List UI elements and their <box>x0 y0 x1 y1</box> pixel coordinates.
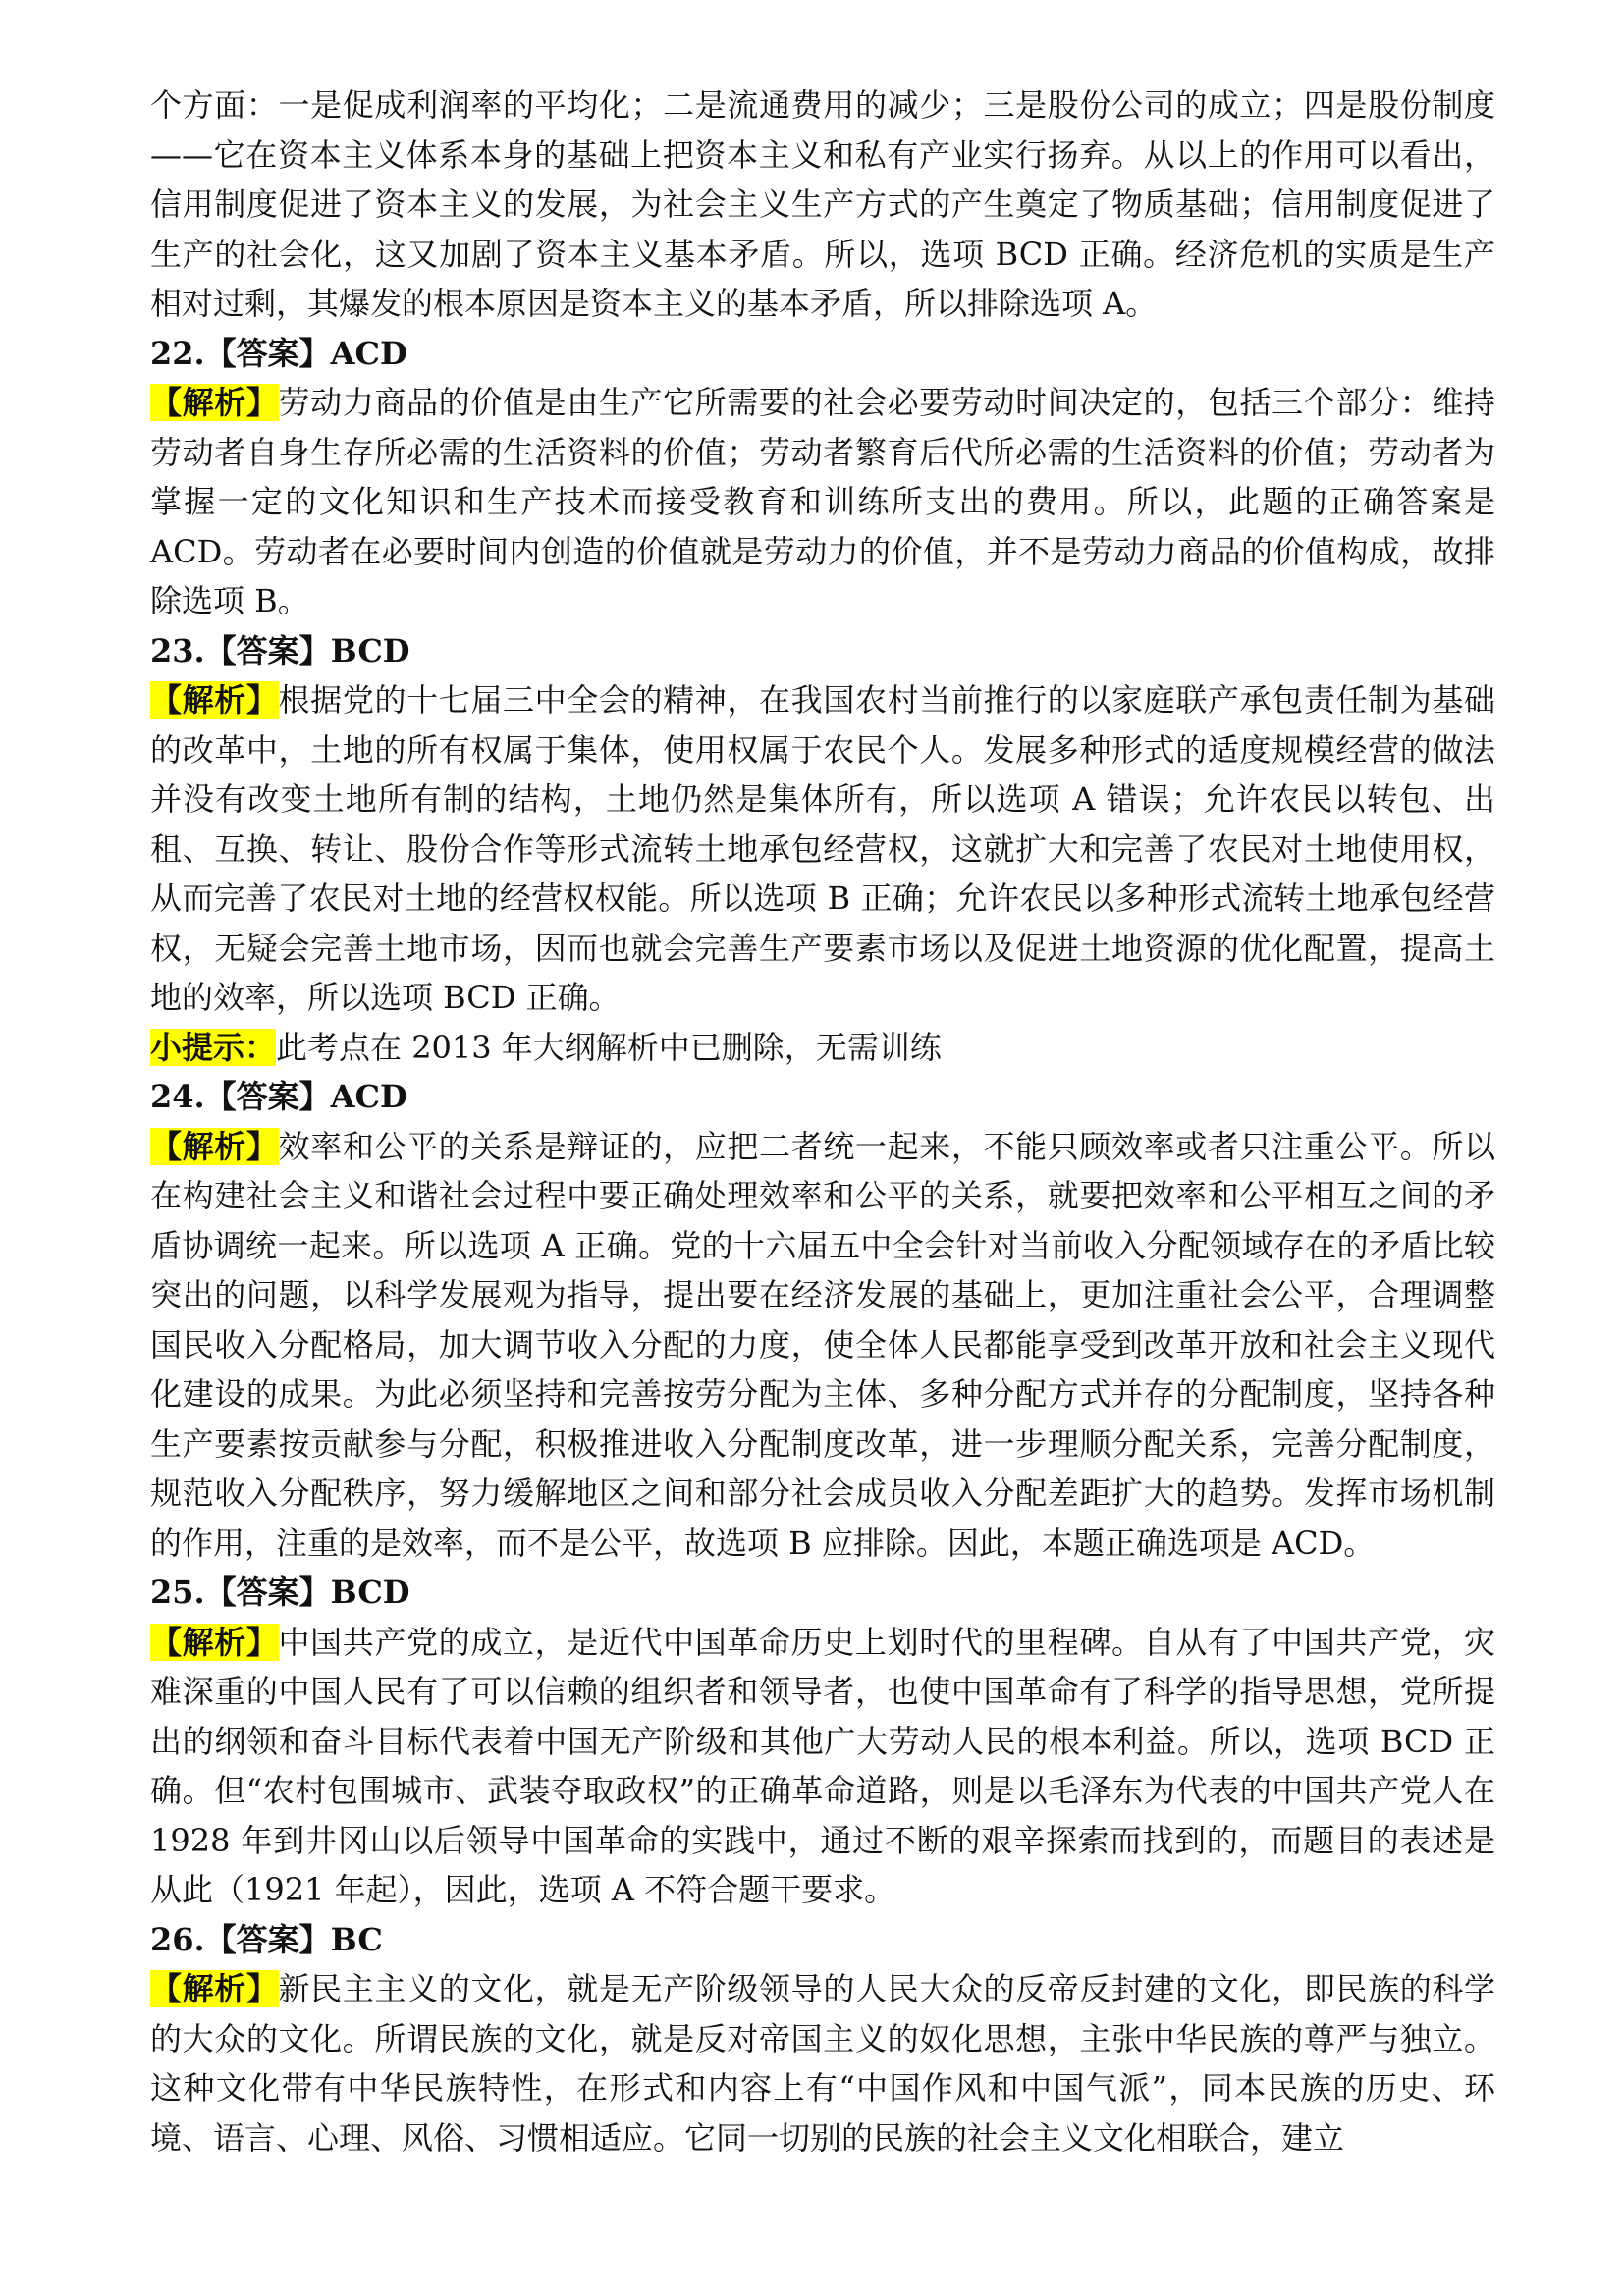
analysis-26 <box>150 1964 1495 2163</box>
analysis-24 <box>150 1122 1495 1569</box>
answer-line-22: 22.【答案】ACD <box>150 334 407 372</box>
answer-line-24: 24.【答案】ACD <box>150 1078 407 1115</box>
analysis-text: 效率和公平的关系是辩证的，应把二者统一起来，不能只顾效率或者只注重公平。所以在构建社会主义和谐社会过程中要正确处理效率和公平的关系，就要把效率和公平相互之间的矛盾协调统一起来。所以选项 A 正确。党的十六届五中全会针对当前收入分配领域存在的矛盾比较突出的问题，以科学发展观为指导，提出要在经济发展的基础上，更加注重社会公平，合理调整国民收入分配格局，加大调节收入分配的力度，使全体人民都能享受到改革开放和社会主义现代化建设的成果。为此必须坚持和完善按劳分配为主体、多种分配方式并存的分配制度，坚持各种生产要素按贡献参与分配，积极推进收入分配制度改革，进一步理顺分配关系，完善分配制度，规范收入分配秩序，努力缓解地区之间和部分社会成员收入分配差距扩大的趋势。发挥市场机制的作用，注重的是效率，而不是公平，故选项 B 应排除。因此，本题正确选项是 ACD。 <box>150 1127 1495 1562</box>
analysis-tag: 【解析】 <box>150 681 279 719</box>
tip-text: 此考点在 2013 年大纲解析中已删除，无需训练 <box>276 1028 942 1066</box>
analysis-tag: 【解析】 <box>150 1970 279 2007</box>
analysis-23 <box>150 675 1495 1023</box>
answer-line-26: 26.【答案】BC <box>150 1920 383 1958</box>
tip-tag: 小提示： <box>150 1028 277 1066</box>
answer-sheet-page <box>150 80 1495 2163</box>
intro-paragraph: 个方面：一是促成利润率的平均化；二是流通费用的减少；三是股份公司的成立；四是股份制度——它在资本主义体系本身的基础上把资本主义和私有产业实行扬弃。从以上的作用可以看出，信用制度促进了资本主义的发展，为社会主义生产方式的产生奠定了物质基础；信用制度促进了生产的社会化，这又加剧了资本主义基本矛盾。所以，选项 BCD 正确。经济危机的实质是生产相对过剩，其爆发的根本原因是资本主义的基本矛盾，所以排除选项 A。 <box>150 86 1495 322</box>
analysis-text: 根据党的十七届三中全会的精神，在我国农村当前推行的以家庭联产承包责任制为基础的改革中，土地的所有权属于集体，使用权属于农民个人。发展多种形式的适度规模经营的做法并没有改变土地所有制的结构，土地仍然是集体所有，所以选项 A 错误；允许农民以转包、出租、互换、转让、股份合作等形式流转土地承包经营权，这就扩大和完善了农民对土地使用权，从而完善了农民对土地的经营权权能。所以选项 B 正确；允许农民以多种形式流转土地承包经营权，无疑会完善土地市场，因而也就会完善生产要素市场以及促进土地资源的优化配置，提高土地的效率，所以选项 BCD 正确。 <box>150 681 1495 1016</box>
analysis-tag: 【解析】 <box>150 1623 279 1661</box>
analysis-text: 劳动力商品的价值是由生产它所需要的社会必要劳动时间决定的，包括三个部分：维持劳动者自身生存所必需的生活资料的价值；劳动者繁育后代所必需的生活资料的价值；劳动者为掌握一定的文化知识和生产技术而接受教育和训练所支出的费用。所以，此题的正确答案是 ACD。劳动者在必要时间内创造的价值就是劳动力的价值，并不是劳动力商品的价值构成，故排除选项 B。 <box>150 384 1495 619</box>
analysis-tag: 【解析】 <box>150 384 279 421</box>
analysis-tag: 【解析】 <box>150 1127 279 1165</box>
analysis-text: 新民主主义的文化，就是无产阶级领导的人民大众的反帝反封建的文化，即民族的科学的大众的文化。所谓民族的文化，就是反对帝国主义的奴化思想，主张中华民族的尊严与独立。这种文化带有中华民族特性，在形式和内容上有“中国作风和中国气派”，同本民族的历史、环境、语言、心理、风俗、习惯相适应。它同一切别的民族的社会主义文化相联合，建立 <box>150 1970 1495 2157</box>
analysis-25 <box>150 1618 1495 1915</box>
analysis-text: 中国共产党的成立，是近代中国革命历史上划时代的里程碑。自从有了中国共产党，灾难深重的中国人民有了可以信赖的组织者和领导者，也使中国革命有了科学的指导思想，党所提出的纲领和奋斗目标代表着中国无产阶级和其他广大劳动人民的根本利益。所以，选项 BCD 正确。但“农村包围城市、武装夺取政权”的正确革命道路，则是以毛泽东为代表的中国共产党人在 1928 年到井冈山以后领导中国革命的实践中，通过不断的艰辛探索而找到的，而题目的表述是从此（1921 年起），因此，选项 A 不符合题干要求。 <box>150 1623 1495 1908</box>
answer-line-25: 25.【答案】BCD <box>150 1574 410 1611</box>
analysis-22 <box>150 378 1495 626</box>
answer-line-23: 23.【答案】BCD <box>150 631 410 669</box>
tip-23 <box>150 1023 1495 1073</box>
